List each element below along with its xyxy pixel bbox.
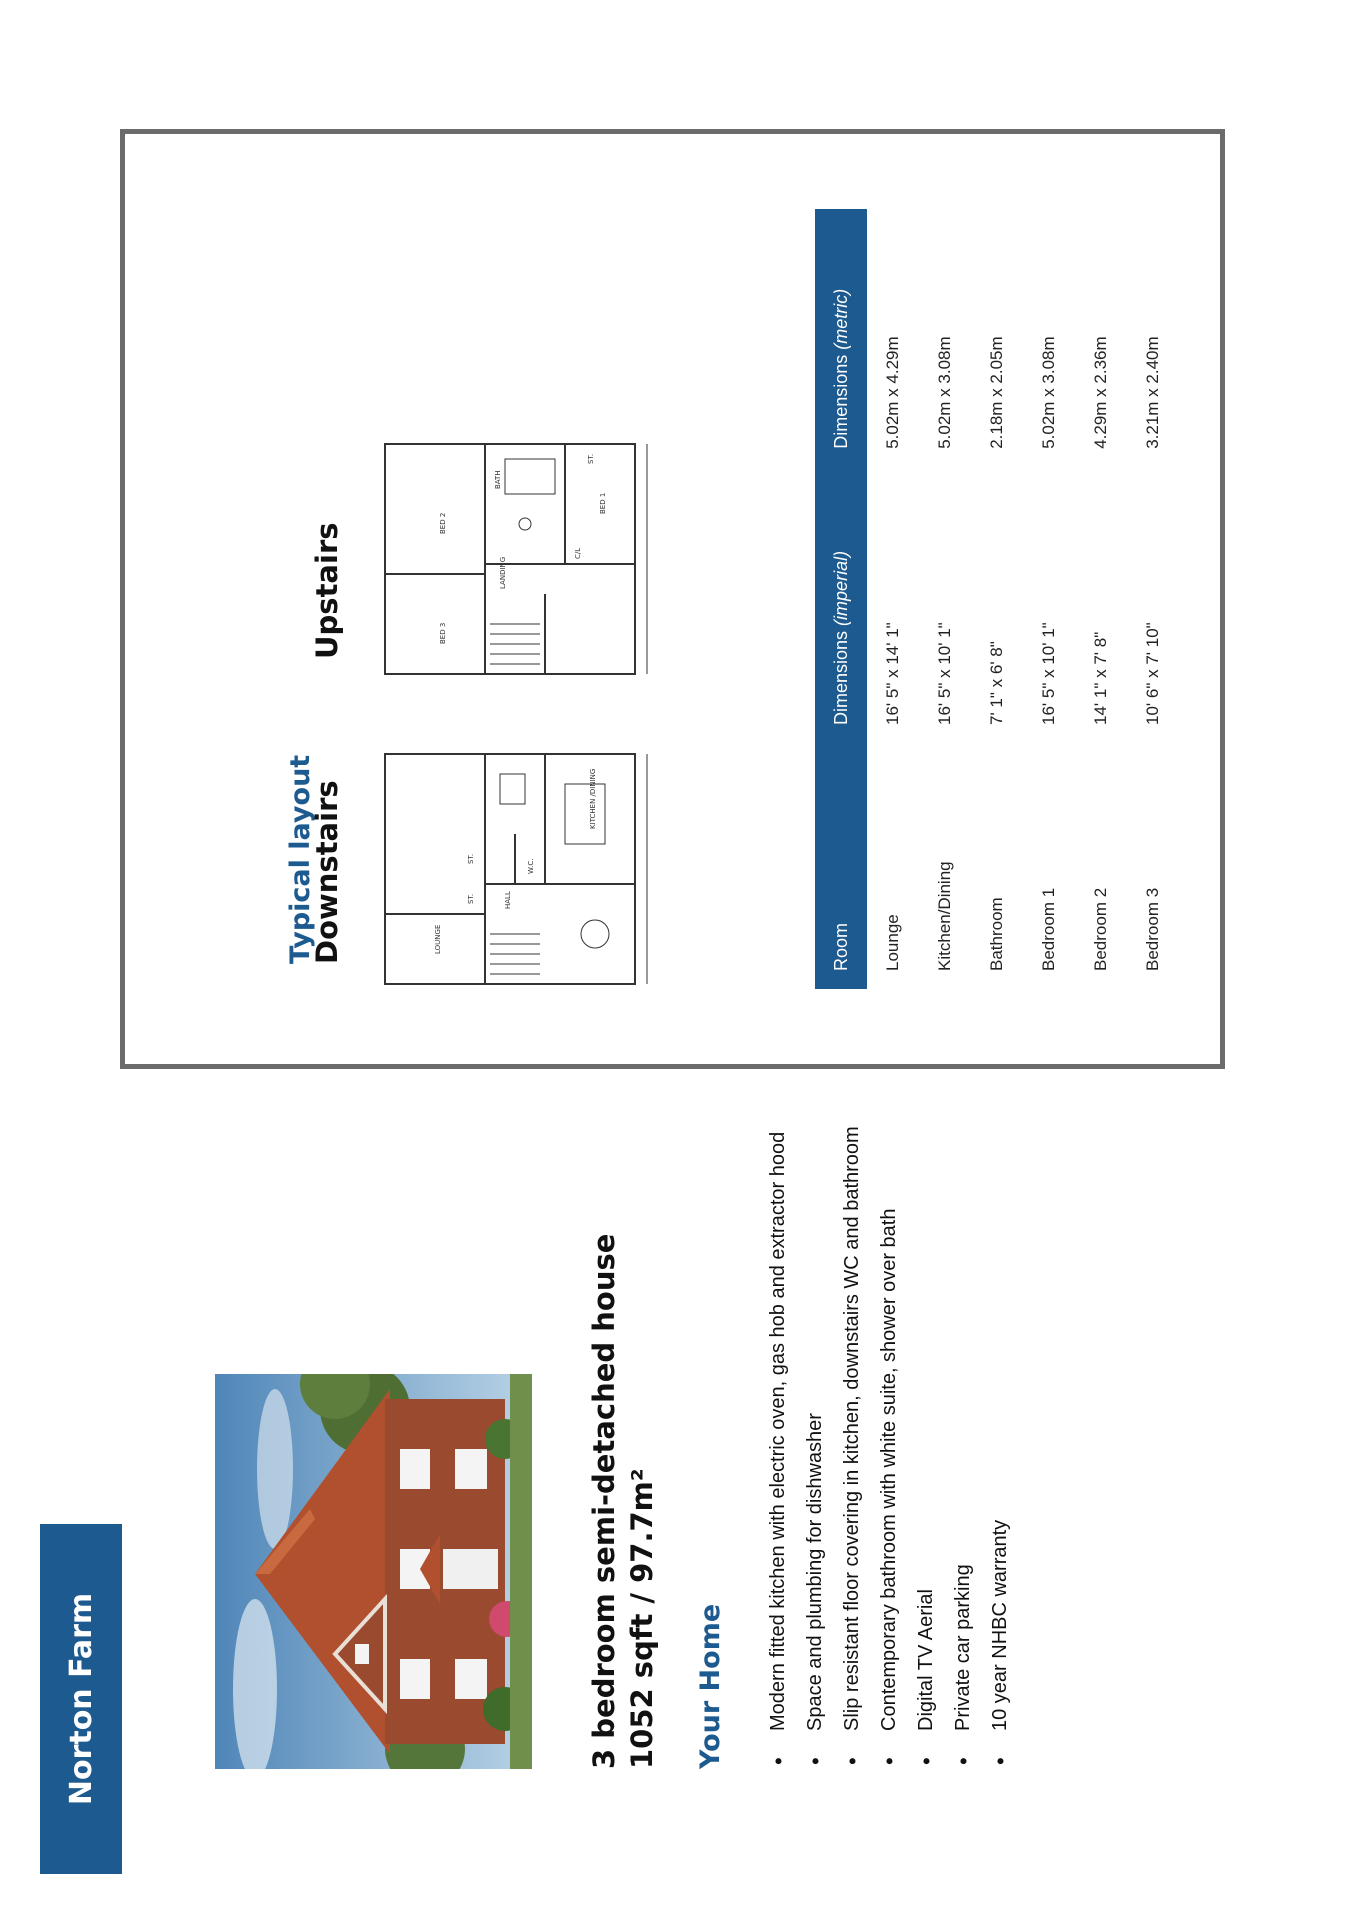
plan-room-label: ST.	[467, 893, 475, 904]
plan-room-label: BED 2	[439, 512, 447, 534]
metric-cell: 5.02m x 3.08m	[935, 336, 954, 449]
house-title	[585, 1234, 661, 1769]
plan-room-label: HALL	[504, 891, 512, 909]
feature-item: • Slip resistant floor covering in kitchen, downstairs WC and bathroom	[834, 909, 871, 1769]
imperial-cell: 7' 1" x 6' 8"	[987, 641, 1006, 725]
plan-room-label: BED 1	[599, 492, 607, 514]
upstairs-floor-plan	[365, 434, 665, 684]
room-cell: Bedroom 2	[1091, 887, 1110, 971]
metric-cell: 5.02m x 4.29m	[883, 336, 902, 449]
layout-heading: Typical layout	[285, 754, 316, 964]
plan-room-label: BATH	[494, 470, 502, 489]
plan-room-label: LOUNGE	[434, 924, 442, 954]
table-row	[919, 209, 971, 989]
table-header-row	[815, 209, 867, 989]
plan-room-label: C/L	[574, 547, 582, 559]
plan-room-label: ST.	[587, 453, 595, 464]
metric-cell: 3.21m x 2.40m	[1143, 336, 1162, 449]
imperial-cell: 10' 6" x 7' 10"	[1143, 622, 1162, 725]
column-header-room: Room	[815, 743, 867, 989]
metric-cell: 5.02m x 3.08m	[1039, 336, 1058, 449]
table-row	[1127, 209, 1179, 989]
feature-item: • 10 year NHBC warranty	[982, 909, 1019, 1769]
plan-room-label: LANDING	[499, 556, 507, 589]
downstairs-label: Downstairs	[310, 780, 344, 964]
brand-tab	[40, 1524, 122, 1874]
upstairs-label: Upstairs	[310, 522, 344, 659]
your-home-heading: Your Home	[695, 1603, 726, 1769]
column-header-metric-label: Dimensions	[830, 354, 851, 449]
plan-room-label: W.C.	[527, 858, 535, 874]
metric-cell: 2.18m x 2.05m	[987, 336, 1006, 449]
feature-item: • Space and plumbing for dishwasher	[797, 909, 834, 1769]
layout-panel	[120, 129, 1225, 1069]
room-cell: Bedroom 1	[1039, 887, 1058, 971]
house-type: 3 bedroom semi-detached house	[587, 1233, 621, 1769]
column-header-metric	[815, 209, 867, 467]
feature-item: • Contemporary bathroom with white suite, shower over bath	[871, 909, 908, 1769]
imperial-cell: 14' 1" x 7' 8"	[1091, 631, 1110, 725]
downstairs-floor-plan	[365, 744, 665, 994]
column-header-imperial-qualifier: (imperial)	[830, 550, 851, 626]
house-photo	[215, 1374, 532, 1769]
room-cell: Kitchen/Dining	[935, 861, 954, 971]
plan-room-label: BED 3	[439, 622, 447, 644]
feature-item: • Private car parking	[945, 909, 982, 1769]
column-header-imperial	[815, 467, 867, 743]
feature-item: • Digital TV Aerial	[908, 909, 945, 1769]
brand-name: Norton Farm	[63, 1592, 99, 1806]
table-row	[1075, 209, 1127, 989]
feature-item: • Modern fitted kitchen with electric oven, gas hob and extractor hood	[760, 909, 797, 1769]
room-cell: Bedroom 3	[1143, 887, 1162, 971]
house-size: 1052 sqft / 97.7m²	[625, 1468, 659, 1769]
plan-room-label: ST.	[467, 853, 475, 864]
room-cell: Lounge	[883, 914, 902, 971]
imperial-cell: 16' 5" x 14' 1"	[883, 622, 902, 725]
room-cell: Bathroom	[987, 897, 1006, 971]
imperial-cell: 16' 5" x 10' 1"	[935, 622, 954, 725]
metric-cell: 4.29m x 2.36m	[1091, 336, 1110, 449]
plan-room-label: KITCHEN /DINING	[589, 768, 597, 829]
column-header-imperial-label: Dimensions	[830, 630, 851, 725]
table-row	[1023, 209, 1075, 989]
table-row	[971, 209, 1023, 989]
column-header-metric-qualifier: (metric)	[830, 288, 851, 350]
imperial-cell: 16' 5" x 10' 1"	[1039, 622, 1058, 725]
dimensions-table	[815, 209, 1179, 989]
table-row	[867, 209, 919, 989]
